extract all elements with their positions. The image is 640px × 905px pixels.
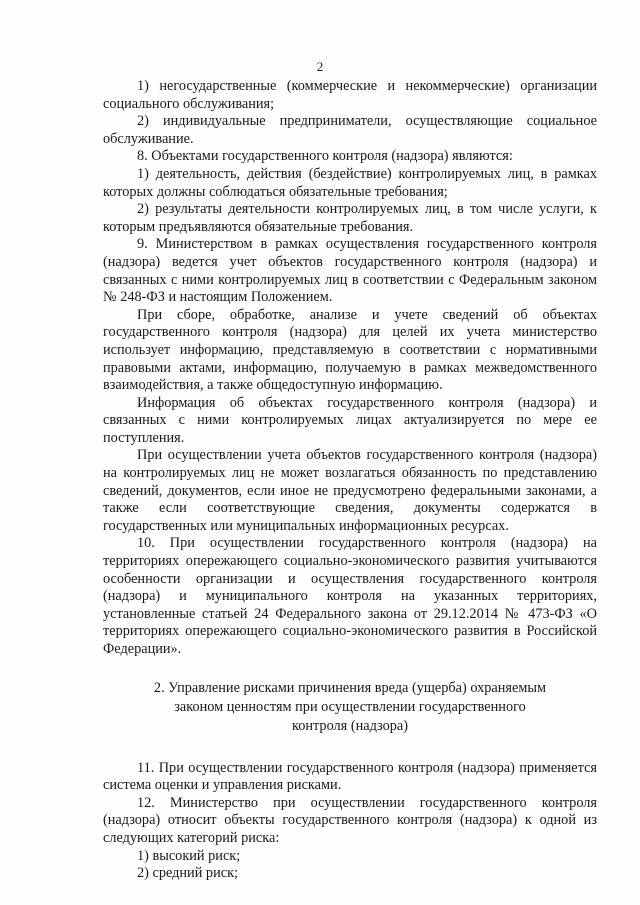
paragraph: 10. При осуществлении государственного контроля (надзора) на территориях опережающего социально-экономического развития учитываются особенности организации и осуществления государственного контроля (надзора) и муниципального контроля на указанных территориях, установленные статьей 24 Федерального закона от 29.12.2014 № 473-ФЗ «О территориях опережающего социально-экономического развития в Российской Федерации». — [103, 535, 597, 657]
paragraph: 1) негосударственные (коммерческие и некоммерческие) организации социального обслуживания; — [103, 78, 597, 112]
section-heading — [103, 679, 597, 736]
list-item: 1) высокий риск; — [137, 847, 241, 864]
section-heading-line: законом ценностям при осуществлении государственного — [174, 698, 526, 715]
paragraph: При сборе, обработке, анализе и учете сведений об объектах государственного контроля (надзора) для целей их учета министерство использует информацию, представляемую в соответствии с нормативными правовыми актами, информацию, получаемую в рамках межведомственного взаимодействия, а также общедоступную информацию. — [103, 306, 597, 394]
paragraph: Информация об объектах государственного контроля (надзора) и связанных с ними контролируемых лицах актуализируется по мере ее поступления. — [103, 394, 597, 446]
paragraph: 9. Министерством в рамках осуществления государственного контроля (надзора) ведется учет объектов государственного контроля (надзора) и связанных с ними контролируемых лиц в соответствии с Федеральным законом № 248-ФЗ и настоящим Положением. — [103, 236, 597, 306]
paragraph: При осуществлении учета объектов государственного контроля (надзора) на контролируемых лиц не может возлагаться обязанность по представлению сведений, документов, если иное не предусмотрено федеральными законами, а также если соответствующие сведения, документы содержатся в государственных или муниципальных информационных ресурсах. — [103, 447, 597, 534]
section-heading-line: контроля (надзора) — [291, 717, 408, 734]
paragraph: 2) результаты деятельности контролируемых лиц, в том числе услуги, к которым предъявляются обязательные требования. — [103, 201, 597, 235]
section-heading-line: 2. Управление рисками причинения вреда (ущерба) охраняемым — [153, 679, 547, 696]
paragraph: 12. Министерство при осуществлении государственного контроля (надзора) относит объекты государственного контроля (надзора) к одной из следующих категорий риска: — [103, 794, 597, 846]
paragraph: 2) индивидуальные предприниматели, осуществляющие социальное обслуживание. — [103, 113, 597, 147]
paragraph: 1) деятельность, действия (бездействие) контролируемых лиц, в рамках которых должны соблюдаться обязательные требования; — [103, 165, 597, 200]
list-item: 2) средний риск; — [137, 865, 238, 882]
paragraph: 8. Объектами государственного контроля (надзора) являются: — [137, 148, 513, 165]
page-number: 2 — [316, 59, 324, 74]
document-body — [103, 78, 597, 883]
paragraph: 11. При осуществлении государственного контроля (надзора) применяется система оценки и управления рисками. — [103, 759, 597, 794]
